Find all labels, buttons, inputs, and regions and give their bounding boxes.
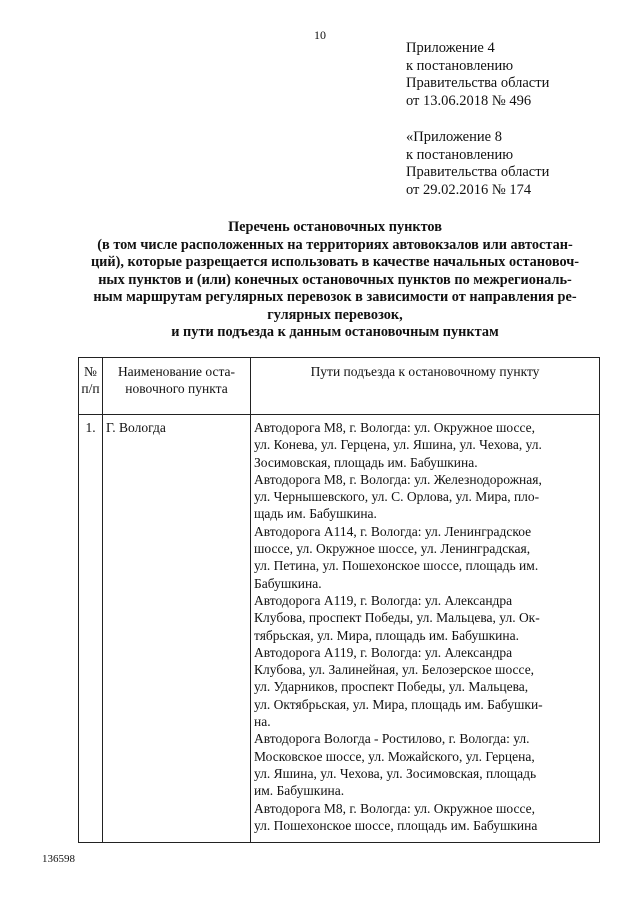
header-number-line: п/п — [81, 380, 100, 396]
appendix-line: Правительства области — [406, 164, 550, 180]
route-line: тябрьская, ул. Мира, площадь им. Бабушкина. — [254, 627, 520, 643]
route-line: ул. Пошехонское шоссе, площадь им. Бабушкина — [254, 817, 538, 833]
route-line: Автодорога А119, г. Вологда: ул. Александра — [254, 644, 513, 660]
header-number-line: № — [84, 364, 97, 379]
route-line: Бабушкина. — [254, 575, 322, 591]
table-header-row — [79, 358, 600, 415]
title-line: гулярных перевозок, — [267, 306, 403, 323]
document-title — [70, 219, 600, 342]
appendix-line: Правительства области — [406, 75, 550, 91]
route-line: Автодорога Вологда - Ростилово, г. Вологда: ул. — [254, 731, 530, 747]
stops-table — [78, 357, 600, 843]
route-line: ул. Яшина, ул. Чехова, ул. Зосимовская, площадь — [254, 765, 537, 781]
footer-code: 136598 — [42, 853, 75, 865]
title-line: (в том числе расположенных на территориях автовокзалов или автостан- — [97, 236, 573, 253]
stop-name: Г. Вологда — [103, 415, 251, 843]
title-line: ций), которые разрещается использовать в качестве начальных остановоч- — [90, 254, 580, 270]
route-line: Автодорога А119, г. Вологда: ул. Александра — [254, 592, 513, 608]
appendix-block-current — [406, 40, 549, 110]
appendix-line: от 13.06.2018 № 496 — [406, 92, 532, 109]
header-number — [79, 358, 103, 415]
table-row — [79, 415, 600, 843]
route-line: ул. Конева, ул. Герцена, ул. Яшина, ул. Чехова, ул. — [254, 437, 542, 453]
route-line: на. — [254, 714, 271, 730]
row-number: 1. — [79, 415, 103, 843]
route-line: Московское шоссе, ул. Можайского, ул. Герцена, — [254, 748, 535, 764]
header-routes — [251, 358, 600, 415]
header-stop-name-line: новочного пункта — [125, 380, 228, 396]
appendix-block-original — [406, 129, 549, 199]
appendix-line: Приложение 4 — [406, 40, 495, 56]
route-line: Автодорога М8, г. Вологда: ул. Окружное шоссе, — [254, 800, 536, 816]
route-line: ул. Петина, ул. Пошехонское шоссе, площадь им. — [254, 558, 539, 574]
header-stop-name-line: Наименование оста- — [117, 364, 236, 379]
page-number: 10 — [314, 28, 326, 42]
header-routes-label: Пути подъезда к остановочному пункту — [310, 364, 540, 379]
appendix-line: к постановлению — [406, 57, 514, 74]
access-routes — [251, 415, 600, 843]
route-line: ул. Ударников, проспект Победы, ул. Мальцева, — [254, 679, 529, 695]
appendix-line: «Приложение 8 — [406, 129, 502, 145]
route-line: Клубова, проспект Победы, ул. Мальцева, ул. Ок- — [254, 610, 540, 626]
appendix-line: от 29.02.2016 № 174 — [406, 181, 532, 198]
route-line: Зосимовская, площадь им. Бабушкина. — [254, 454, 478, 470]
route-line: шоссе, ул. Окружное шоссе, ул. Ленинградская, — [254, 541, 531, 557]
appendix-line: к постановлению — [406, 146, 514, 163]
route-line: Автодорога М8, г. Вологда: ул. Окружное шоссе, — [254, 420, 536, 435]
route-line: ул. Октябрьская, ул. Мира, площадь им. Бабушки- — [254, 696, 543, 712]
route-line: Клубова, ул. Залинейная, ул. Белозерское шоссе, — [254, 662, 535, 678]
route-line: им. Бабушкина. — [254, 783, 345, 799]
route-line: Автодорога А114, г. Вологда: ул. Ленинградское — [254, 523, 532, 539]
title-line: ным маршрутам регулярных перевозок в зависимости от направления ре- — [93, 289, 577, 305]
title-line: Перечень остановочных пунктов — [228, 219, 442, 235]
title-line: и пути подъезда к данным остановочным пунктам — [171, 324, 499, 340]
header-stop-name — [103, 358, 251, 415]
route-line: Автодорога М8, г. Вологда: ул. Железнодорожная, — [254, 471, 542, 487]
title-line: ных пунктов и (или) конечных остановочных пунктов по межрегиональ- — [98, 271, 572, 288]
route-line: ул. Чернышевского, ул. С. Орлова, ул. Мира, пло- — [254, 489, 540, 505]
route-line: щадь им. Бабушкина. — [254, 506, 377, 522]
